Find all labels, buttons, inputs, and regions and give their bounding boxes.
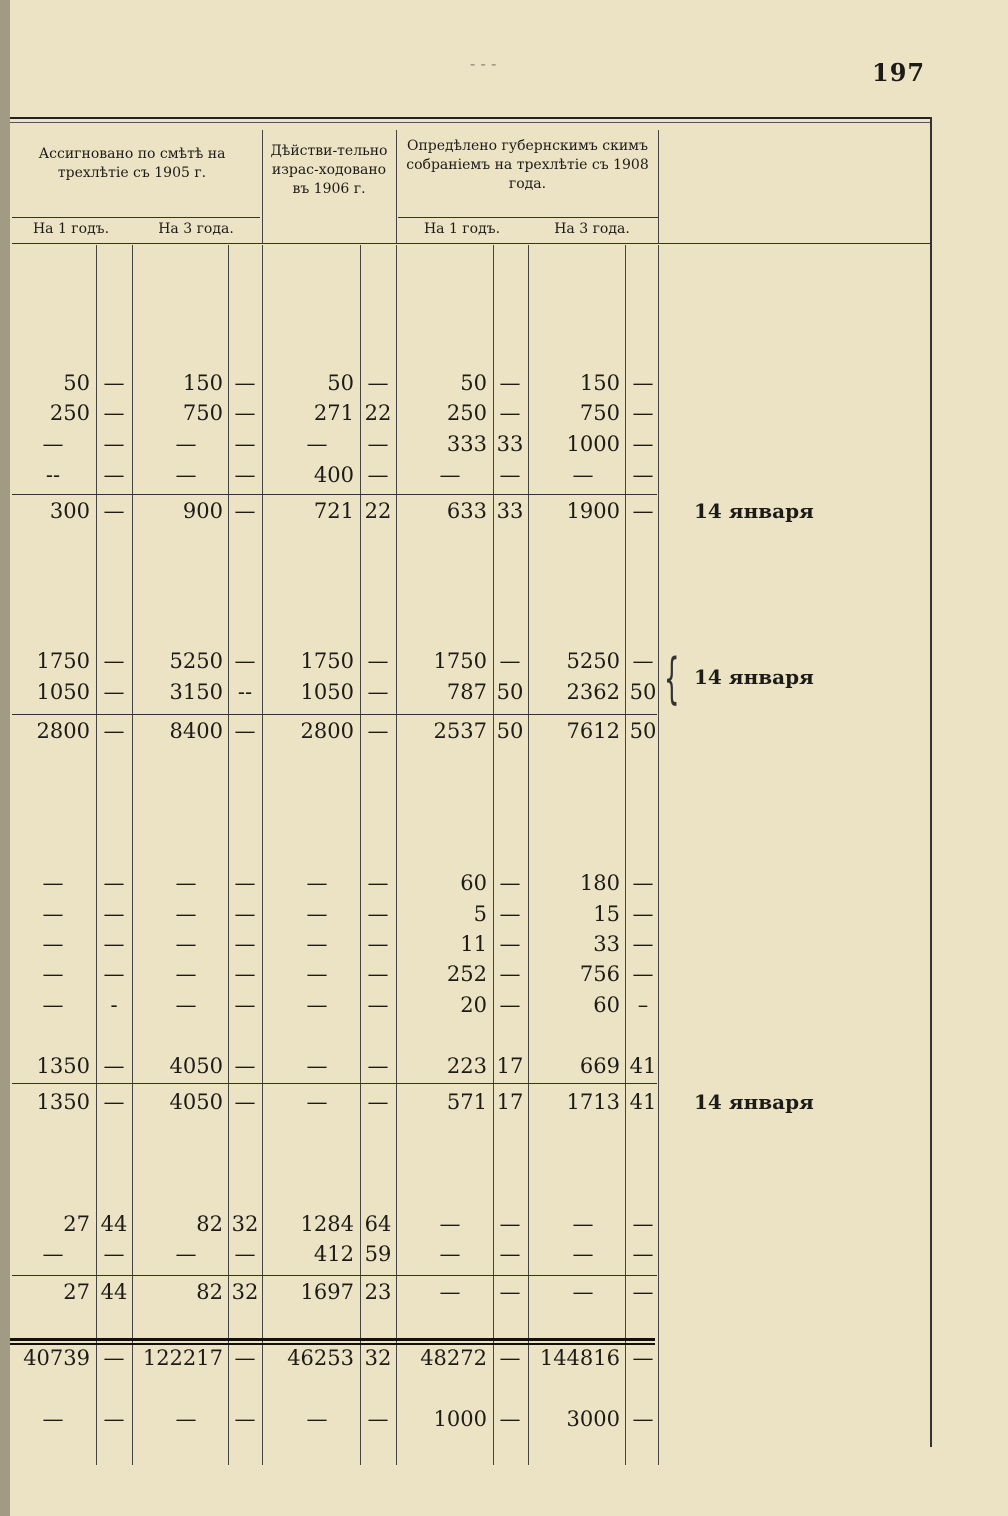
header-determined: Опредѣлено губернскимъ скимъ собраніемъ на трехлѣтіе съ 1908 года. [406, 138, 649, 192]
cell-a1: 27 [63, 1212, 90, 1236]
cell-a1k: 44 [100, 1280, 128, 1304]
cell-o1k: 33 [496, 499, 524, 523]
cell-a3: — [175, 1407, 197, 1431]
col-rule [262, 130, 263, 243]
section-rule [12, 1083, 657, 1084]
cell-a1k: — [103, 499, 125, 523]
cell-a1: — [42, 932, 64, 956]
cell-o1: — [439, 1280, 461, 1304]
cell-o1: 633 [446, 499, 487, 523]
cell-a1k: — [103, 680, 125, 704]
cell-o1k: 33 [496, 432, 524, 456]
cell-dk: — [367, 371, 389, 395]
brace-mark: { [664, 647, 680, 710]
cell-dk: — [367, 649, 389, 673]
table-top-rule [10, 117, 932, 119]
cell-a3k: — [234, 1090, 256, 1114]
total-rule [10, 1338, 655, 1341]
cell-a3k: — [234, 649, 256, 673]
cell-d: 721 [313, 499, 354, 523]
cell-a3k: — [234, 719, 256, 743]
section-rule [12, 714, 657, 715]
table-right-rule [930, 117, 932, 1447]
cell-a3: 3150 [169, 680, 223, 704]
cell-o3: 750 [579, 401, 620, 425]
cell-a3: — [175, 463, 197, 487]
cell-o3: 669 [579, 1054, 620, 1078]
cell-d: — [306, 932, 328, 956]
cell-d: — [306, 1054, 328, 1078]
cell-o3k: — [632, 401, 654, 425]
cell-d: — [306, 1407, 328, 1431]
cell-o3: 1900 [566, 499, 620, 523]
cell-a3k: — [234, 371, 256, 395]
cell-a3: 900 [182, 499, 223, 523]
cell-o1k: — [499, 649, 521, 673]
cell-a3: 122217 [142, 1346, 223, 1370]
cell-d: — [306, 993, 328, 1017]
cell-o1: 223 [446, 1054, 487, 1078]
cell-a3k: — [234, 871, 256, 895]
cell-d: 1050 [300, 680, 354, 704]
cell-a3k: — [234, 932, 256, 956]
cell-d: — [306, 962, 328, 986]
cell-dk: — [367, 463, 389, 487]
cell-dk: — [367, 1090, 389, 1114]
cell-a1k: — [103, 962, 125, 986]
header-assigned: Ассигновано по смѣтѣ на трехлѣтіе съ 1905 г. [38, 146, 226, 181]
cell-dk: — [367, 432, 389, 456]
cell-o1: 60 [460, 871, 487, 895]
cell-d: — [306, 871, 328, 895]
cell-o1: — [439, 463, 461, 487]
cell-o3k: — [632, 649, 654, 673]
cell-o3: 15 [593, 902, 620, 926]
cell-o3: 33 [593, 932, 620, 956]
cell-a1k: — [103, 871, 125, 895]
cell-a3: 5250 [169, 649, 223, 673]
cell-o1k: — [499, 993, 521, 1017]
cell-d: 412 [313, 1242, 354, 1266]
header-mark: - - - [470, 54, 497, 73]
cell-o1k: — [499, 401, 521, 425]
cell-a1: 27 [63, 1280, 90, 1304]
cell-o1k: — [499, 1242, 521, 1266]
cell-dk: — [367, 902, 389, 926]
cell-d: — [306, 432, 328, 456]
header-sub-rule-left [12, 217, 260, 218]
cell-a1: 1350 [36, 1054, 90, 1078]
cell-o3k: 41 [629, 1090, 657, 1114]
cell-o3k: — [632, 1346, 654, 1370]
cell-o3: 7612 [566, 719, 620, 743]
cell-o1: 333 [446, 432, 487, 456]
cell-o3k: — [632, 902, 654, 926]
cell-a1: — [42, 962, 64, 986]
date-note-brace: 14 января [694, 665, 814, 689]
cell-o3: 756 [579, 962, 620, 986]
cell-o1: — [439, 1242, 461, 1266]
cell-dk: — [367, 993, 389, 1017]
cell-d: 400 [313, 463, 354, 487]
cell-o1k: 50 [496, 680, 524, 704]
cell-o3: 3000 [566, 1407, 620, 1431]
cell-a1k: - [110, 993, 118, 1017]
cell-a1k: — [103, 371, 125, 395]
cell-a3k: — [234, 499, 256, 523]
cell-dk: 22 [364, 401, 392, 425]
cell-dk: — [367, 1407, 389, 1431]
cell-a1: 250 [49, 401, 90, 425]
cell-o3k: — [632, 1212, 654, 1236]
cell-d: — [306, 1090, 328, 1114]
cell-o1: 48272 [420, 1346, 487, 1370]
cell-a1: — [42, 993, 64, 1017]
cell-a1k: — [103, 1090, 125, 1114]
cell-o1: 787 [446, 680, 487, 704]
cell-o1: 1750 [433, 649, 487, 673]
cell-o3k: 50 [629, 680, 657, 704]
cell-a3: — [175, 871, 197, 895]
cell-a1: 2800 [36, 719, 90, 743]
header-sub-assigned-1yr: На 1 годъ. [32, 221, 110, 237]
header-spent: Дѣйстви-тельно израс-ходовано въ 1906 г. [270, 143, 388, 197]
cell-a3: 4050 [169, 1090, 223, 1114]
cell-a3: 150 [182, 371, 223, 395]
cell-a3k: 32 [231, 1212, 259, 1236]
cell-o3k: — [632, 932, 654, 956]
header-sub-assigned-3yr: На 3 года. [158, 221, 234, 237]
cell-o3: 150 [579, 371, 620, 395]
cell-o3: 2362 [566, 680, 620, 704]
cell-o3: — [572, 463, 594, 487]
cell-a3k: — [234, 432, 256, 456]
cell-a1k: — [103, 432, 125, 456]
cell-d: 2800 [300, 719, 354, 743]
cell-a3: 4050 [169, 1054, 223, 1078]
cell-o1: 20 [460, 993, 487, 1017]
cell-o3k: — [632, 463, 654, 487]
cell-o1: — [439, 1212, 461, 1236]
cell-a3: 8400 [169, 719, 223, 743]
cell-a1k: — [103, 649, 125, 673]
cell-o1: 2537 [433, 719, 487, 743]
cell-a3: 750 [182, 401, 223, 425]
cell-o3k: — [632, 371, 654, 395]
header-sub-determined-3yr: На 3 года. [554, 221, 630, 237]
cell-dk: 59 [364, 1242, 392, 1266]
cell-dk: 23 [364, 1280, 392, 1304]
cell-o3k: — [632, 1242, 654, 1266]
cell-o3: — [572, 1280, 594, 1304]
cell-dk: — [367, 1054, 389, 1078]
cell-dk: 22 [364, 499, 392, 523]
cell-dk: — [367, 680, 389, 704]
cell-a1: — [42, 432, 64, 456]
cell-o1k: — [499, 1280, 521, 1304]
cell-o3k: 50 [629, 719, 657, 743]
date-note: 14 января [694, 499, 814, 523]
cell-a3: — [175, 432, 197, 456]
header-sub-determined-1yr: На 1 годъ. [423, 221, 501, 237]
cell-o1k: 17 [496, 1054, 524, 1078]
cell-o3: 180 [579, 871, 620, 895]
cell-a1: 300 [49, 499, 90, 523]
cell-o3: 144816 [539, 1346, 620, 1370]
cell-a1: — [42, 871, 64, 895]
cell-o1: 252 [446, 962, 487, 986]
cell-a1: -- [45, 463, 61, 487]
date-note: 14 января [694, 1090, 814, 1114]
cell-o3k: — [632, 1280, 654, 1304]
cell-o1: 11 [460, 932, 487, 956]
cell-d: 46253 [287, 1346, 354, 1370]
cell-a3: — [175, 902, 197, 926]
cell-a3k: -- [237, 680, 253, 704]
cell-dk: — [367, 719, 389, 743]
cell-dk: — [367, 962, 389, 986]
cell-o3k: — [632, 499, 654, 523]
cell-a1k: — [103, 902, 125, 926]
cell-a1k: — [103, 1407, 125, 1431]
cell-a3k: — [234, 463, 256, 487]
section-rule [12, 1275, 657, 1276]
cell-o3k: — [632, 871, 654, 895]
cell-o1: 5 [473, 902, 487, 926]
cell-a3k: — [234, 401, 256, 425]
cell-a3: — [175, 993, 197, 1017]
cell-o1: 50 [460, 371, 487, 395]
cell-a3: — [175, 1242, 197, 1266]
cell-a3k: — [234, 962, 256, 986]
cell-o3: 60 [593, 993, 620, 1017]
cell-o1k: — [499, 932, 521, 956]
cell-a1: 1750 [36, 649, 90, 673]
cell-a1: 1050 [36, 680, 90, 704]
cell-o1k: — [499, 1407, 521, 1431]
page-number: 197 [872, 58, 926, 87]
cell-a3k: — [234, 1242, 256, 1266]
header-sub-rule-right [398, 217, 658, 218]
cell-a3k: — [234, 1054, 256, 1078]
cell-a1k: — [103, 1054, 125, 1078]
cell-o3k: — [632, 962, 654, 986]
cell-o3k: — [632, 1407, 654, 1431]
cell-a1: 1350 [36, 1090, 90, 1114]
cell-a3: 82 [196, 1212, 223, 1236]
cell-a1k: — [103, 719, 125, 743]
cell-d: 271 [313, 401, 354, 425]
cell-o1: 250 [446, 401, 487, 425]
cell-o3: — [572, 1212, 594, 1236]
cell-dk: 32 [364, 1346, 392, 1370]
cell-d: 50 [327, 371, 354, 395]
col-rule [658, 130, 659, 243]
cell-dk: — [367, 871, 389, 895]
cell-o3k: 41 [629, 1054, 657, 1078]
cell-d: — [306, 902, 328, 926]
cell-a1: — [42, 1242, 64, 1266]
cell-a1: — [42, 1407, 64, 1431]
cell-dk: 64 [364, 1212, 392, 1236]
cell-o1k: 17 [496, 1090, 524, 1114]
cell-d: 1284 [300, 1212, 354, 1236]
cell-o3: — [572, 1242, 594, 1266]
cell-a3: — [175, 932, 197, 956]
cell-o3k: — [632, 432, 654, 456]
cell-o3: 5250 [566, 649, 620, 673]
cell-o1k: — [499, 1212, 521, 1236]
cell-a3k: — [234, 902, 256, 926]
cell-a3k: — [234, 1346, 256, 1370]
cell-a3: — [175, 962, 197, 986]
cell-o1k: — [499, 962, 521, 986]
cell-d: 1750 [300, 649, 354, 673]
cell-o1: 571 [446, 1090, 487, 1114]
cell-a3k: 32 [231, 1280, 259, 1304]
cell-d: 1697 [300, 1280, 354, 1304]
cell-a1: 50 [63, 371, 90, 395]
cell-o1k: 50 [496, 719, 524, 743]
cell-a1: — [42, 902, 64, 926]
cell-a1k: — [103, 1242, 125, 1266]
cell-a3k: — [234, 993, 256, 1017]
cell-dk: — [367, 932, 389, 956]
cell-o3: 1713 [566, 1090, 620, 1114]
header-bottom-rule [12, 243, 930, 244]
cell-a1: 40739 [23, 1346, 90, 1370]
table-top-rule-thin [10, 122, 932, 123]
cell-o1k: — [499, 1346, 521, 1370]
cell-a1k: 44 [100, 1212, 128, 1236]
cell-o1k: — [499, 463, 521, 487]
cell-o1: 1000 [433, 1407, 487, 1431]
cell-o1k: — [499, 371, 521, 395]
cell-a1k: — [103, 932, 125, 956]
cell-o1k: — [499, 902, 521, 926]
cell-a3k: — [234, 1407, 256, 1431]
section-rule [12, 494, 657, 495]
cell-a3: 82 [196, 1280, 223, 1304]
cell-a1k: — [103, 463, 125, 487]
col-rule [396, 130, 397, 243]
cell-a1k: — [103, 1346, 125, 1370]
cell-o1k: — [499, 871, 521, 895]
cell-a1k: — [103, 401, 125, 425]
cell-o3k: – [637, 993, 649, 1017]
cell-o3: 1000 [566, 432, 620, 456]
